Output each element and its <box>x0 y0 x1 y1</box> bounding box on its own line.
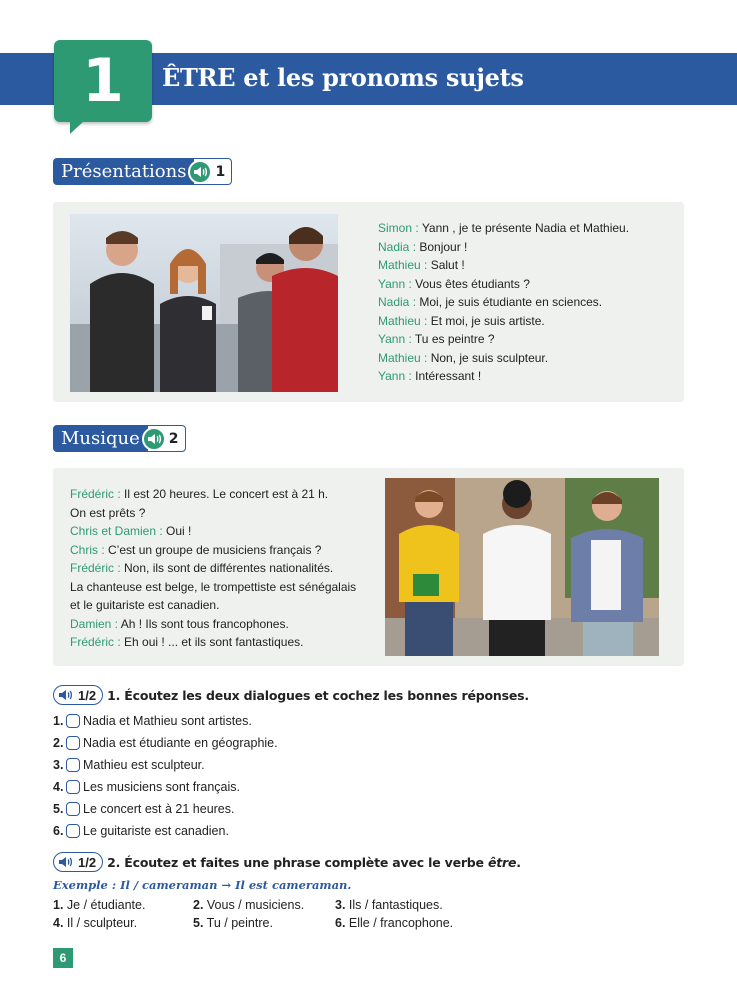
dialogue-line: On est prêts ? <box>70 505 146 520</box>
dialogue-line: Frédéric : Non, ils sont de différentes nationalités. <box>70 561 334 575</box>
dialogue-line: Nadia : Moi, je suis étudiante en sciences. <box>378 295 603 309</box>
exercise-2-item: 6. Elle / francophone. <box>335 916 454 930</box>
page-number: 6 <box>53 948 73 968</box>
checkbox[interactable] <box>66 736 80 750</box>
section-tag-presentations <box>53 158 232 185</box>
checkbox[interactable] <box>66 780 80 794</box>
checkbox[interactable] <box>66 824 80 838</box>
dialogue-line: Damien : Ah ! Ils sont tous francophones. <box>70 616 289 631</box>
exercise-2-item: 5. Tu / peintre. <box>193 916 273 930</box>
dialogue-line: Frédéric : Il est 20 heures. Le concert est à 21 h. <box>70 487 329 501</box>
dialogue-line: Chris : C’est un groupe de musiciens français ? <box>70 542 322 557</box>
exercise-2-heading <box>53 852 521 872</box>
dialogue-line: La chanteuse est belge, le trompettiste est sénégalais <box>70 579 357 594</box>
dialogue-line: Mathieu : Et moi, je suis artiste. <box>378 313 545 328</box>
dialogue-line: Frédéric : Eh oui ! ... et ils sont fantastiques. <box>70 635 304 649</box>
dialogue-line: Yann : Intéressant ! <box>378 369 482 383</box>
dialogue-line: Mathieu : Salut ! <box>378 258 465 272</box>
check-item: 1. Nadia et Mathieu sont artistes. <box>53 714 252 728</box>
section-label: Présentations <box>54 159 194 184</box>
check-item: 4. Les musiciens sont français. <box>53 780 241 794</box>
section-tag-musique <box>53 425 186 452</box>
audio-track-button[interactable]: 1/2 <box>53 685 103 705</box>
exercise-2-item: 2. Vous / musiciens. <box>193 898 305 912</box>
speaker-icon[interactable] <box>188 160 212 184</box>
dialogue-line: Nadia : Bonjour ! <box>378 239 468 254</box>
speaker-icon <box>58 688 74 702</box>
exercise-2-item: 3. Ils / fantastiques. <box>335 898 443 912</box>
students-photo <box>70 214 338 392</box>
checkbox[interactable] <box>66 714 80 728</box>
checkbox[interactable] <box>66 802 80 816</box>
exercise-1-title: 1. Écoutez les deux dialogues et cochez les bonnes réponses. <box>107 687 529 703</box>
exercise-2-title: 2. Écoutez et faites une phrase complète avec le verbe être. <box>107 854 521 870</box>
musicians-photo <box>385 478 659 656</box>
dialogue-line: Yann : Vous êtes étudiants ? <box>378 276 530 291</box>
check-item: 5. Le concert est à 21 heures. <box>53 802 235 816</box>
check-item: 2. Nadia est étudiante en géographie. <box>53 736 278 750</box>
chapter-title: ÊTRE et les pronoms sujets <box>162 63 524 92</box>
dialogue-line: Chris et Damien : Oui ! <box>70 524 192 538</box>
dialogue-line: et le guitariste est canadien. <box>70 598 220 612</box>
chapter-number: 1 <box>82 46 124 116</box>
dialogue-line: Mathieu : Non, je suis sculpteur. <box>378 350 549 365</box>
exercise-2-item: 1. Je / étudiante. <box>53 898 146 912</box>
exercise-1-checklist <box>53 710 278 842</box>
exercise-2-example: Exemple : Il / cameraman → Il est cameraman. <box>53 878 352 892</box>
exercise-1-heading <box>53 685 529 705</box>
dialogue-presentations <box>378 219 629 386</box>
exercise-2-item: 4. Il / sculpteur. <box>53 916 138 930</box>
dialogue-line: Yann : Tu es peintre ? <box>378 332 495 346</box>
track-number: 1 <box>215 163 226 180</box>
chapter-number-box <box>54 40 152 122</box>
checkbox[interactable] <box>66 758 80 772</box>
dialogue-musique <box>70 485 356 652</box>
speaker-icon[interactable] <box>142 427 166 451</box>
speaker-icon <box>58 855 74 869</box>
section-label: Musique <box>54 426 148 451</box>
track-number: 2 <box>168 430 179 447</box>
audio-track-button[interactable]: 1/2 <box>53 852 103 872</box>
dialogue-line: Simon : Yann , je te présente Nadia et Mathieu. <box>378 221 630 235</box>
check-item: 3. Mathieu est sculpteur. <box>53 758 205 772</box>
check-item: 6. Le guitariste est canadien. <box>53 824 229 838</box>
